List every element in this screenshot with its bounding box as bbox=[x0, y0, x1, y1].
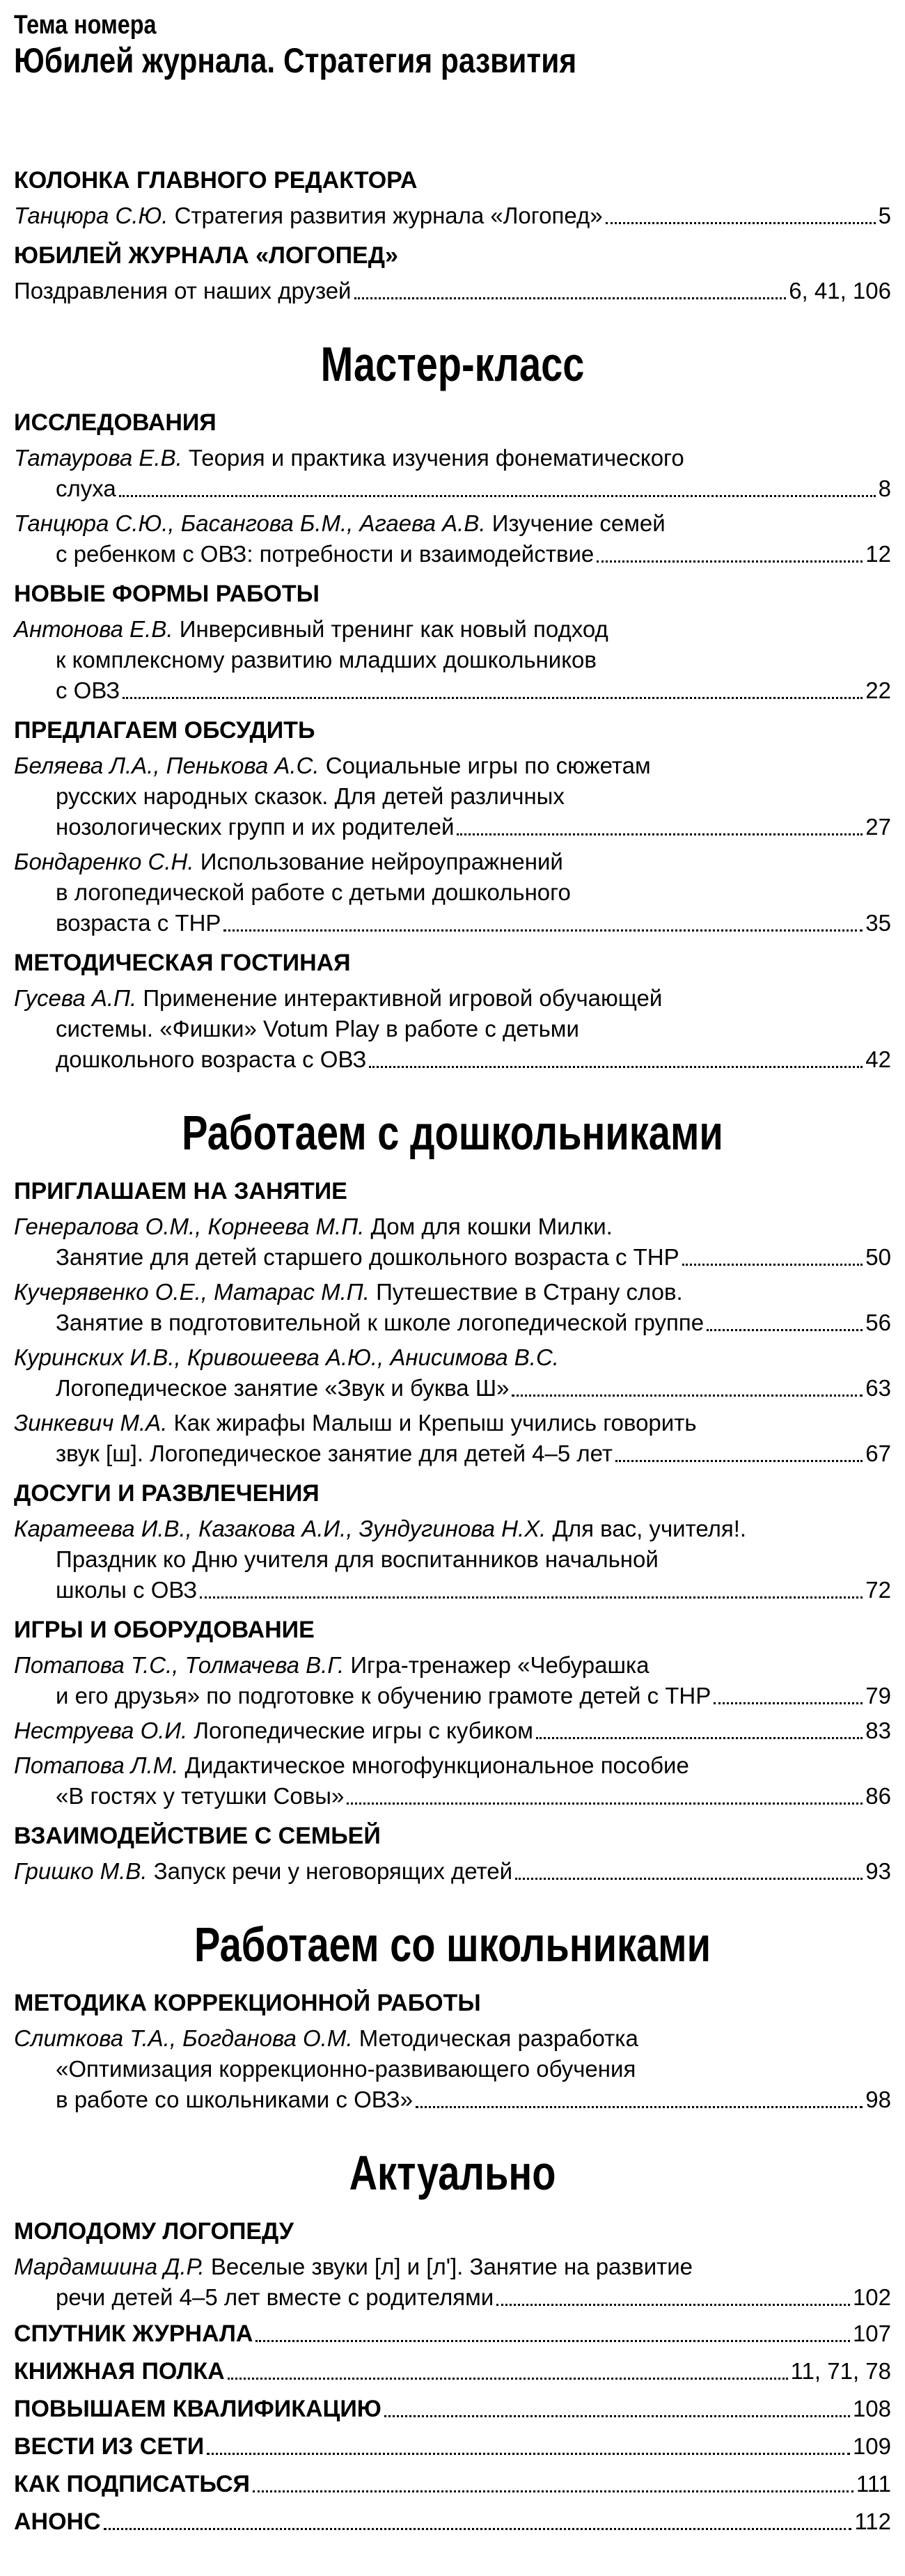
entry-title-text: Применение интерактивной игровой обучающей bbox=[143, 985, 663, 1011]
entry-title-text: «В гостях у тетушки Совы» bbox=[56, 1783, 345, 1809]
entry-title-text: Путешествие в Страну слов. bbox=[376, 1279, 683, 1305]
entry-author: Мардамшина Д.Р. bbox=[14, 2254, 205, 2279]
entry-title-text: Дом для кошки Милки. bbox=[370, 1214, 613, 1239]
entry-line bbox=[14, 276, 891, 306]
section-title: Мастер-класс bbox=[320, 337, 585, 391]
toc-entry[interactable] bbox=[14, 1342, 891, 1404]
entry-title-text: звук [ш]. Логопедическое занятие для детей 4–5 лет bbox=[56, 1440, 613, 1466]
page-number: 109 bbox=[852, 2433, 891, 2459]
issue-title: Юбилей журнала. Стратегия развития bbox=[14, 41, 577, 80]
entry-line bbox=[14, 1373, 891, 1404]
rubric-page-line[interactable] bbox=[14, 2392, 891, 2426]
rubric-heading: ВЕСТИ ИЗ СЕТИ bbox=[14, 2433, 205, 2460]
entry-title-text: и его друзья» по подготовке к обучению грамоте детей с ТНР bbox=[56, 1683, 711, 1709]
entry-line bbox=[14, 2023, 891, 2054]
entry-line bbox=[14, 1277, 891, 1307]
page-number: 111 bbox=[856, 2471, 891, 2497]
rubric-heading: ПРИГЛАШАЕМ НА ЗАНЯТИЕ bbox=[14, 1178, 347, 1204]
entry-title-text: в логопедической работе с детьми дошкольного bbox=[56, 879, 571, 905]
entry-title-text: Инверсивный тренинг как новый подход bbox=[179, 616, 608, 642]
dot-leader bbox=[123, 696, 863, 699]
page-number: 72 bbox=[865, 1577, 891, 1603]
page-number: 79 bbox=[865, 1683, 891, 1709]
toc-entry[interactable] bbox=[14, 1277, 891, 1338]
rubric-heading: ВЗАИМОДЕЙСТВИЕ С СЕМЬЕЙ bbox=[14, 1823, 381, 1849]
dot-leader bbox=[615, 1459, 863, 1462]
toc-section bbox=[14, 1103, 891, 1887]
page-number: 11, 71, 78 bbox=[790, 2358, 891, 2384]
page-number: 108 bbox=[852, 2396, 891, 2421]
dot-leader bbox=[228, 2378, 788, 2380]
dot-leader bbox=[457, 833, 863, 835]
entry-author: Беляева Л.А., Пенькова А.С. bbox=[14, 753, 320, 778]
rubric-heading: ПОВЫШАЕМ КВАЛИФИКАЦИЮ bbox=[14, 2396, 381, 2422]
section-title: Работаем с дошкольниками bbox=[182, 1106, 723, 1160]
page-number: 22 bbox=[865, 677, 891, 703]
dot-leader bbox=[369, 1065, 863, 1068]
entry-line bbox=[14, 1715, 891, 1746]
entry-author: Каратеева И.В., Казакова А.И., Зундугинова Н.Х. bbox=[14, 1516, 546, 1541]
rubric-page-line[interactable] bbox=[14, 2430, 891, 2463]
rubric-heading: ЮБИЛЕЙ ЖУРНАЛА «ЛОГОПЕД» bbox=[14, 242, 398, 269]
rubric-page-line[interactable] bbox=[14, 2505, 891, 2538]
entry-line bbox=[14, 1681, 891, 1711]
entry-title-text: Логопедическое занятие «Звук и буква Ш» bbox=[56, 1375, 510, 1401]
page-number: 98 bbox=[865, 2087, 891, 2112]
rubric-heading: МЕТОДИЧЕСКАЯ ГОСТИНАЯ bbox=[14, 950, 351, 976]
entry-line bbox=[14, 1575, 891, 1605]
entry-title-text: Поздравления от наших друзей bbox=[14, 278, 352, 304]
toc-entry[interactable] bbox=[14, 1856, 891, 1887]
entry-author: Гришко М.В. bbox=[14, 1858, 148, 1884]
entry-line bbox=[14, 751, 891, 781]
entry-title-text: Изучение семей bbox=[491, 510, 666, 536]
entry-author: Кучерявенко О.Е., Матарас М.П. bbox=[14, 1279, 370, 1305]
toc-entry[interactable] bbox=[14, 614, 891, 706]
entry-line bbox=[14, 1307, 891, 1338]
entry-line bbox=[14, 645, 891, 675]
dot-leader bbox=[496, 2303, 850, 2306]
entry-title-text: речи детей 4–5 лет вместе с родителями bbox=[56, 2284, 494, 2310]
toc-entry[interactable] bbox=[14, 2252, 891, 2313]
entry-line bbox=[14, 1242, 891, 1273]
dot-leader bbox=[515, 1877, 863, 1880]
toc-entry[interactable] bbox=[14, 276, 891, 306]
entry-author: Неструева О.И. bbox=[14, 1718, 188, 1743]
entry-line bbox=[14, 1014, 891, 1044]
entry-title-text: слуха bbox=[56, 476, 116, 501]
entry-line bbox=[14, 1750, 891, 1781]
dot-leader bbox=[207, 2453, 850, 2455]
issue-label: Тема номера bbox=[14, 10, 157, 40]
rubric-heading: АНОНС bbox=[14, 2508, 101, 2535]
entry-title-text: школы с ОВЗ bbox=[56, 1577, 198, 1603]
entry-line bbox=[14, 781, 891, 812]
dot-leader bbox=[347, 1802, 863, 1805]
rubric-heading: СПУТНИК ЖУРНАЛА bbox=[14, 2320, 253, 2347]
page-number: 12 bbox=[865, 541, 891, 567]
dot-leader bbox=[597, 560, 863, 563]
entry-author: Слиткова Т.А., Богданова О.М. bbox=[14, 2025, 353, 2051]
toc-entry[interactable] bbox=[14, 1650, 891, 1711]
entry-title-text: дошкольного возраста с ОВЗ bbox=[56, 1046, 367, 1072]
rubric-heading: КНИЖНАЯ ПОЛКА bbox=[14, 2358, 225, 2385]
entry-line bbox=[14, 1544, 891, 1575]
entry-title-text: Запуск речи у неговорящих детей bbox=[153, 1858, 513, 1884]
entry-title-text: с ОВЗ bbox=[56, 677, 120, 703]
table-of-contents bbox=[14, 164, 891, 2538]
entry-line bbox=[14, 675, 891, 706]
dot-leader bbox=[512, 1394, 863, 1397]
entry-line bbox=[14, 508, 891, 539]
rubric-heading: НОВЫЕ ФОРМЫ РАБОТЫ bbox=[14, 581, 320, 607]
rubric-heading: МЕТОДИКА КОРРЕКЦИОННОЙ РАБОТЫ bbox=[14, 1990, 481, 2016]
entry-author: Потапова Т.С., Толмачева В.Г. bbox=[14, 1652, 345, 1678]
rubric-page-line[interactable] bbox=[14, 2317, 891, 2350]
dot-leader bbox=[606, 221, 876, 224]
entry-line bbox=[14, 1650, 891, 1681]
page-number: 5 bbox=[878, 203, 891, 228]
rubric-heading: ДОСУГИ И РАЗВЛЕЧЕНИЯ bbox=[14, 1480, 320, 1507]
rubric-heading: МОЛОДОМУ ЛОГОПЕДУ bbox=[14, 2218, 294, 2245]
entry-title-text: «Оптимизация коррекционно-развивающего обучения bbox=[56, 2056, 636, 2082]
dot-leader bbox=[536, 1736, 863, 1739]
entry-line bbox=[14, 473, 891, 504]
page-number: 107 bbox=[852, 2320, 891, 2346]
entry-line bbox=[14, 1781, 891, 1812]
entry-author: Зинкевич М.А. bbox=[14, 1410, 168, 1436]
entry-title-text: Методическая разработка bbox=[359, 2025, 638, 2051]
entry-line bbox=[14, 1514, 891, 1544]
entry-title-text: нозологических групп и их родителей bbox=[56, 814, 455, 840]
dot-leader bbox=[416, 2105, 863, 2108]
rubric-page-line[interactable] bbox=[14, 2467, 891, 2501]
entry-author: Генералова О.М., Корнеева М.П. bbox=[14, 1214, 365, 1239]
rubric-page-line[interactable] bbox=[14, 2355, 891, 2388]
page-number: 6, 41, 106 bbox=[789, 278, 891, 304]
entry-line bbox=[14, 539, 891, 570]
toc-entry[interactable] bbox=[14, 1211, 891, 1273]
dot-leader bbox=[253, 2490, 853, 2492]
entry-line bbox=[14, 443, 891, 473]
page-number: 102 bbox=[852, 2284, 891, 2310]
entry-title-text: Стратегия развития журнала «Логопед» bbox=[174, 203, 603, 228]
entry-line bbox=[14, 1856, 891, 1887]
entry-line bbox=[14, 2084, 891, 2115]
entry-author: Антонова Е.В. bbox=[14, 616, 173, 642]
entry-line bbox=[14, 847, 891, 877]
toc-entry[interactable] bbox=[14, 751, 891, 842]
toc-entry[interactable] bbox=[14, 847, 891, 938]
toc-entry[interactable] bbox=[14, 508, 891, 570]
entry-author: Гусева А.П. bbox=[14, 985, 137, 1011]
entry-author: Потапова Л.М. bbox=[14, 1752, 179, 1778]
dot-leader bbox=[255, 2340, 850, 2342]
toc-section bbox=[14, 334, 891, 1075]
dot-leader bbox=[223, 929, 863, 932]
toc-section bbox=[14, 164, 891, 306]
dot-leader bbox=[200, 1596, 863, 1599]
dot-leader bbox=[707, 1328, 863, 1331]
entry-line bbox=[14, 2282, 891, 2313]
entry-line bbox=[14, 1342, 891, 1373]
entry-title-text: в работе со школьниками с ОВЗ» bbox=[56, 2087, 413, 2112]
page-number: 35 bbox=[865, 910, 891, 936]
toc-entry[interactable] bbox=[14, 2023, 891, 2115]
section-title: Актуально bbox=[349, 2146, 556, 2200]
entry-line bbox=[14, 2054, 891, 2084]
toc-entry[interactable] bbox=[14, 1514, 891, 1605]
section-title: Работаем со школьниками bbox=[194, 1917, 711, 1972]
entry-line bbox=[14, 201, 891, 231]
dot-leader bbox=[682, 1263, 863, 1266]
page-number: 50 bbox=[865, 1244, 891, 1270]
toc-section bbox=[14, 2143, 891, 2538]
toc-entry[interactable] bbox=[14, 443, 891, 504]
entry-line bbox=[14, 812, 891, 842]
entry-title-text: с ребенком с ОВЗ: потребности и взаимодействие bbox=[56, 541, 595, 567]
page-number: 56 bbox=[865, 1310, 891, 1335]
entry-line bbox=[14, 908, 891, 938]
entry-author: Татаурова Е.В. bbox=[14, 445, 182, 471]
entry-line bbox=[14, 2252, 891, 2282]
entry-title-text: Дидактическое многофункциональное пособие bbox=[184, 1752, 689, 1778]
entry-line bbox=[14, 877, 891, 908]
dot-leader bbox=[714, 1702, 863, 1704]
entry-title-text: русских народных сказок. Для детей различных bbox=[56, 783, 565, 809]
page-number: 86 bbox=[865, 1783, 891, 1809]
entry-title-text: Логопедические игры с кубиком bbox=[194, 1718, 533, 1743]
entry-author: Танцюра С.Ю., Басангова Б.М., Агаева А.В. bbox=[14, 510, 486, 536]
entry-line bbox=[14, 1408, 891, 1438]
toc-entry[interactable] bbox=[14, 1715, 891, 1746]
page-number: 93 bbox=[865, 1858, 891, 1884]
page-number: 67 bbox=[865, 1440, 891, 1466]
entry-title-text: Социальные игры по сюжетам bbox=[325, 753, 651, 778]
entry-title-text: к комплексному развитию младших дошкольников bbox=[56, 647, 597, 673]
entry-title-text: Занятие в подготовительной к школе логопедической группе bbox=[56, 1310, 705, 1335]
entry-line bbox=[14, 1044, 891, 1075]
entry-line bbox=[14, 1438, 891, 1469]
entry-line bbox=[14, 614, 891, 645]
dot-leader bbox=[354, 297, 787, 299]
rubric-heading: КОЛОНКА ГЛАВНОГО РЕДАКТОРА bbox=[14, 167, 418, 194]
entry-line bbox=[14, 983, 891, 1014]
entry-author: Танцюра С.Ю. bbox=[14, 203, 168, 228]
dot-leader bbox=[104, 2528, 852, 2530]
entry-line bbox=[14, 1211, 891, 1242]
entry-title-text: возраста с ТНР bbox=[56, 910, 221, 936]
rubric-heading: КАК ПОДПИСАТЬСЯ bbox=[14, 2471, 250, 2497]
rubric-heading: ИГРЫ И ОБОРУДОВАНИЕ bbox=[14, 1617, 315, 1643]
entry-title-text: Для вас, учителя!. bbox=[552, 1516, 747, 1541]
page-number: 63 bbox=[865, 1375, 891, 1401]
dot-leader bbox=[119, 494, 876, 497]
rubric-heading: ПРЕДЛАГАЕМ ОБСУДИТЬ bbox=[14, 717, 315, 744]
entry-title-text: Веселые звуки [л] и [л']. Занятие на развитие bbox=[210, 2254, 693, 2279]
toc-entry[interactable] bbox=[14, 1408, 891, 1469]
entry-title-text: системы. «Фишки» Votum Play в работе с детьми bbox=[56, 1016, 579, 1042]
toc-entry[interactable] bbox=[14, 983, 891, 1075]
entry-title-text: Игра-тренажер «Чебурашка bbox=[350, 1652, 650, 1678]
rubric-heading: ИССЛЕДОВАНИЯ bbox=[14, 409, 217, 436]
page-number: 112 bbox=[854, 2508, 891, 2534]
entry-title-text: Как жирафы Малыш и Крепыш учились говорить bbox=[173, 1410, 697, 1436]
entry-title-text: Теория и практика изучения фонематического bbox=[188, 445, 684, 471]
page-number: 83 bbox=[865, 1718, 891, 1743]
toc-section bbox=[14, 1915, 891, 2115]
toc-entry[interactable] bbox=[14, 1750, 891, 1812]
entry-title-text: Праздник ко Дню учителя для воспитанников начальной bbox=[56, 1546, 659, 1572]
entry-author: Бондаренко С.Н. bbox=[14, 849, 194, 874]
page-number: 8 bbox=[878, 476, 891, 501]
entry-author: Куринских И.В., Кривошеева А.Ю., Анисимова В.С. bbox=[14, 1344, 559, 1370]
toc-entry[interactable] bbox=[14, 201, 891, 231]
entry-title-text: Занятие для детей старшего дошкольного возраста с ТНР bbox=[56, 1244, 679, 1270]
page-number: 42 bbox=[865, 1046, 891, 1072]
entry-title-text: Использование нейроупражнений bbox=[200, 849, 563, 874]
page-number: 27 bbox=[865, 814, 891, 840]
dot-leader bbox=[384, 2415, 850, 2417]
